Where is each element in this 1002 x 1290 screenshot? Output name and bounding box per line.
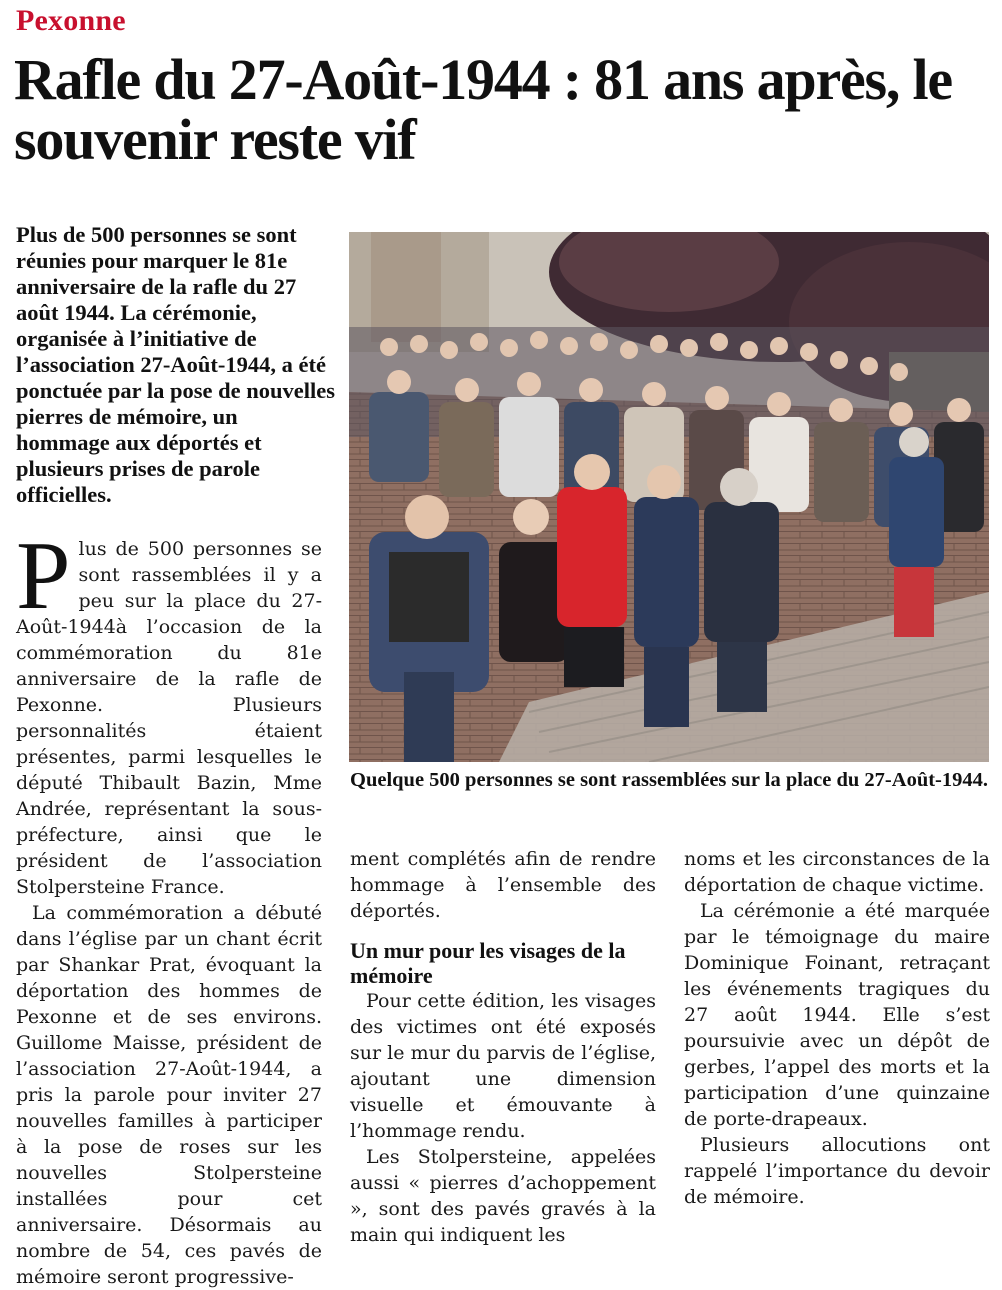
section-subhead: Un mur pour les visages de la mémoire [350, 938, 626, 988]
body-paragraph: Pour cette édition, les visages des victimes ont été exposés sur le mur du parvis de l’église, ajoutant une dimension visuelle et émouvante à l’hommage rendu. [350, 990, 656, 1142]
ceremony-crowd-photo [349, 232, 989, 762]
body-column-2 [350, 846, 656, 1248]
body-column-3 [684, 846, 990, 1210]
photo-caption: Quelque 500 personnes se sont rassemblées sur la place du 27-Août-1944. [350, 769, 988, 791]
drop-cap: P [16, 522, 71, 630]
section-kicker: Pexonne [16, 4, 126, 37]
article-lede: Plus de 500 personnes se sont réunies pour marquer le 81e anniversaire de la rafle du 27 août 1944. La cérémonie, organisée à l’initiative de l’association 27-Août-1944, a été ponctuée par la pose de nouvelles pierres de mémoire, un hommage aux déportés et plusieurs prises de parole officielles. [16, 222, 335, 507]
body-paragraph: Plusieurs allocutions ont rappelé l’importance du devoir de mémoire. [684, 1134, 990, 1208]
body-paragraph: ment complétés afin de rendre hommage à l’ensemble des déportés. [350, 848, 656, 922]
body-column-1 [16, 522, 322, 1290]
body-paragraph: Les Stolpersteine, appelées aussi « pierres d’achoppement », sont des pavés gravés à la main qui indiquent les [350, 1146, 656, 1246]
body-paragraph: La cérémonie a été marquée par le témoignage du maire Dominique Foinant, retraçant les événements tragiques du 27 août 1944. Elle s’est poursuivie avec un dépôt de gerbes, l’appel des morts et la participation d’une quinzaine de porte-drapeaux. [684, 900, 990, 1130]
body-paragraph: noms et les circonstances de la déportation de chaque victime. [684, 848, 990, 896]
crowd-photo-illustration [349, 232, 989, 762]
article-headline: Rafle du 27-Août-1944 : 81 ans après, le souvenir reste vif [14, 47, 952, 172]
body-paragraph: La commémoration a débuté dans l’église par un chant écrit par Shankar Prat, évoquant la déportation des hommes de Pexonne et de ses environs. Guillome Maisse, président de l’association 27-Août-1944, a pris la parole pour inviter 27 nouvelles familles à participer à la pose de roses sur les nouvelles Stolpersteine installées pour cet anniversaire. Désormais au nombre de 54, ces pavés de mémoire seront progressive- [16, 902, 322, 1288]
body-paragraph: lus de 500 personnes se sont rassemblées il y a peu sur la place du 27-Août-1944à l’occasion de la commémoration du 81e anniversaire de la rafle de Pexonne. Plusieurs personnalités étaient présentes, parmi lesquelles le député Thibault Bazin, Mme Andrée, représentant la sous-préfecture, ainsi que le président de l’association Stolpersteine France. [16, 538, 322, 898]
